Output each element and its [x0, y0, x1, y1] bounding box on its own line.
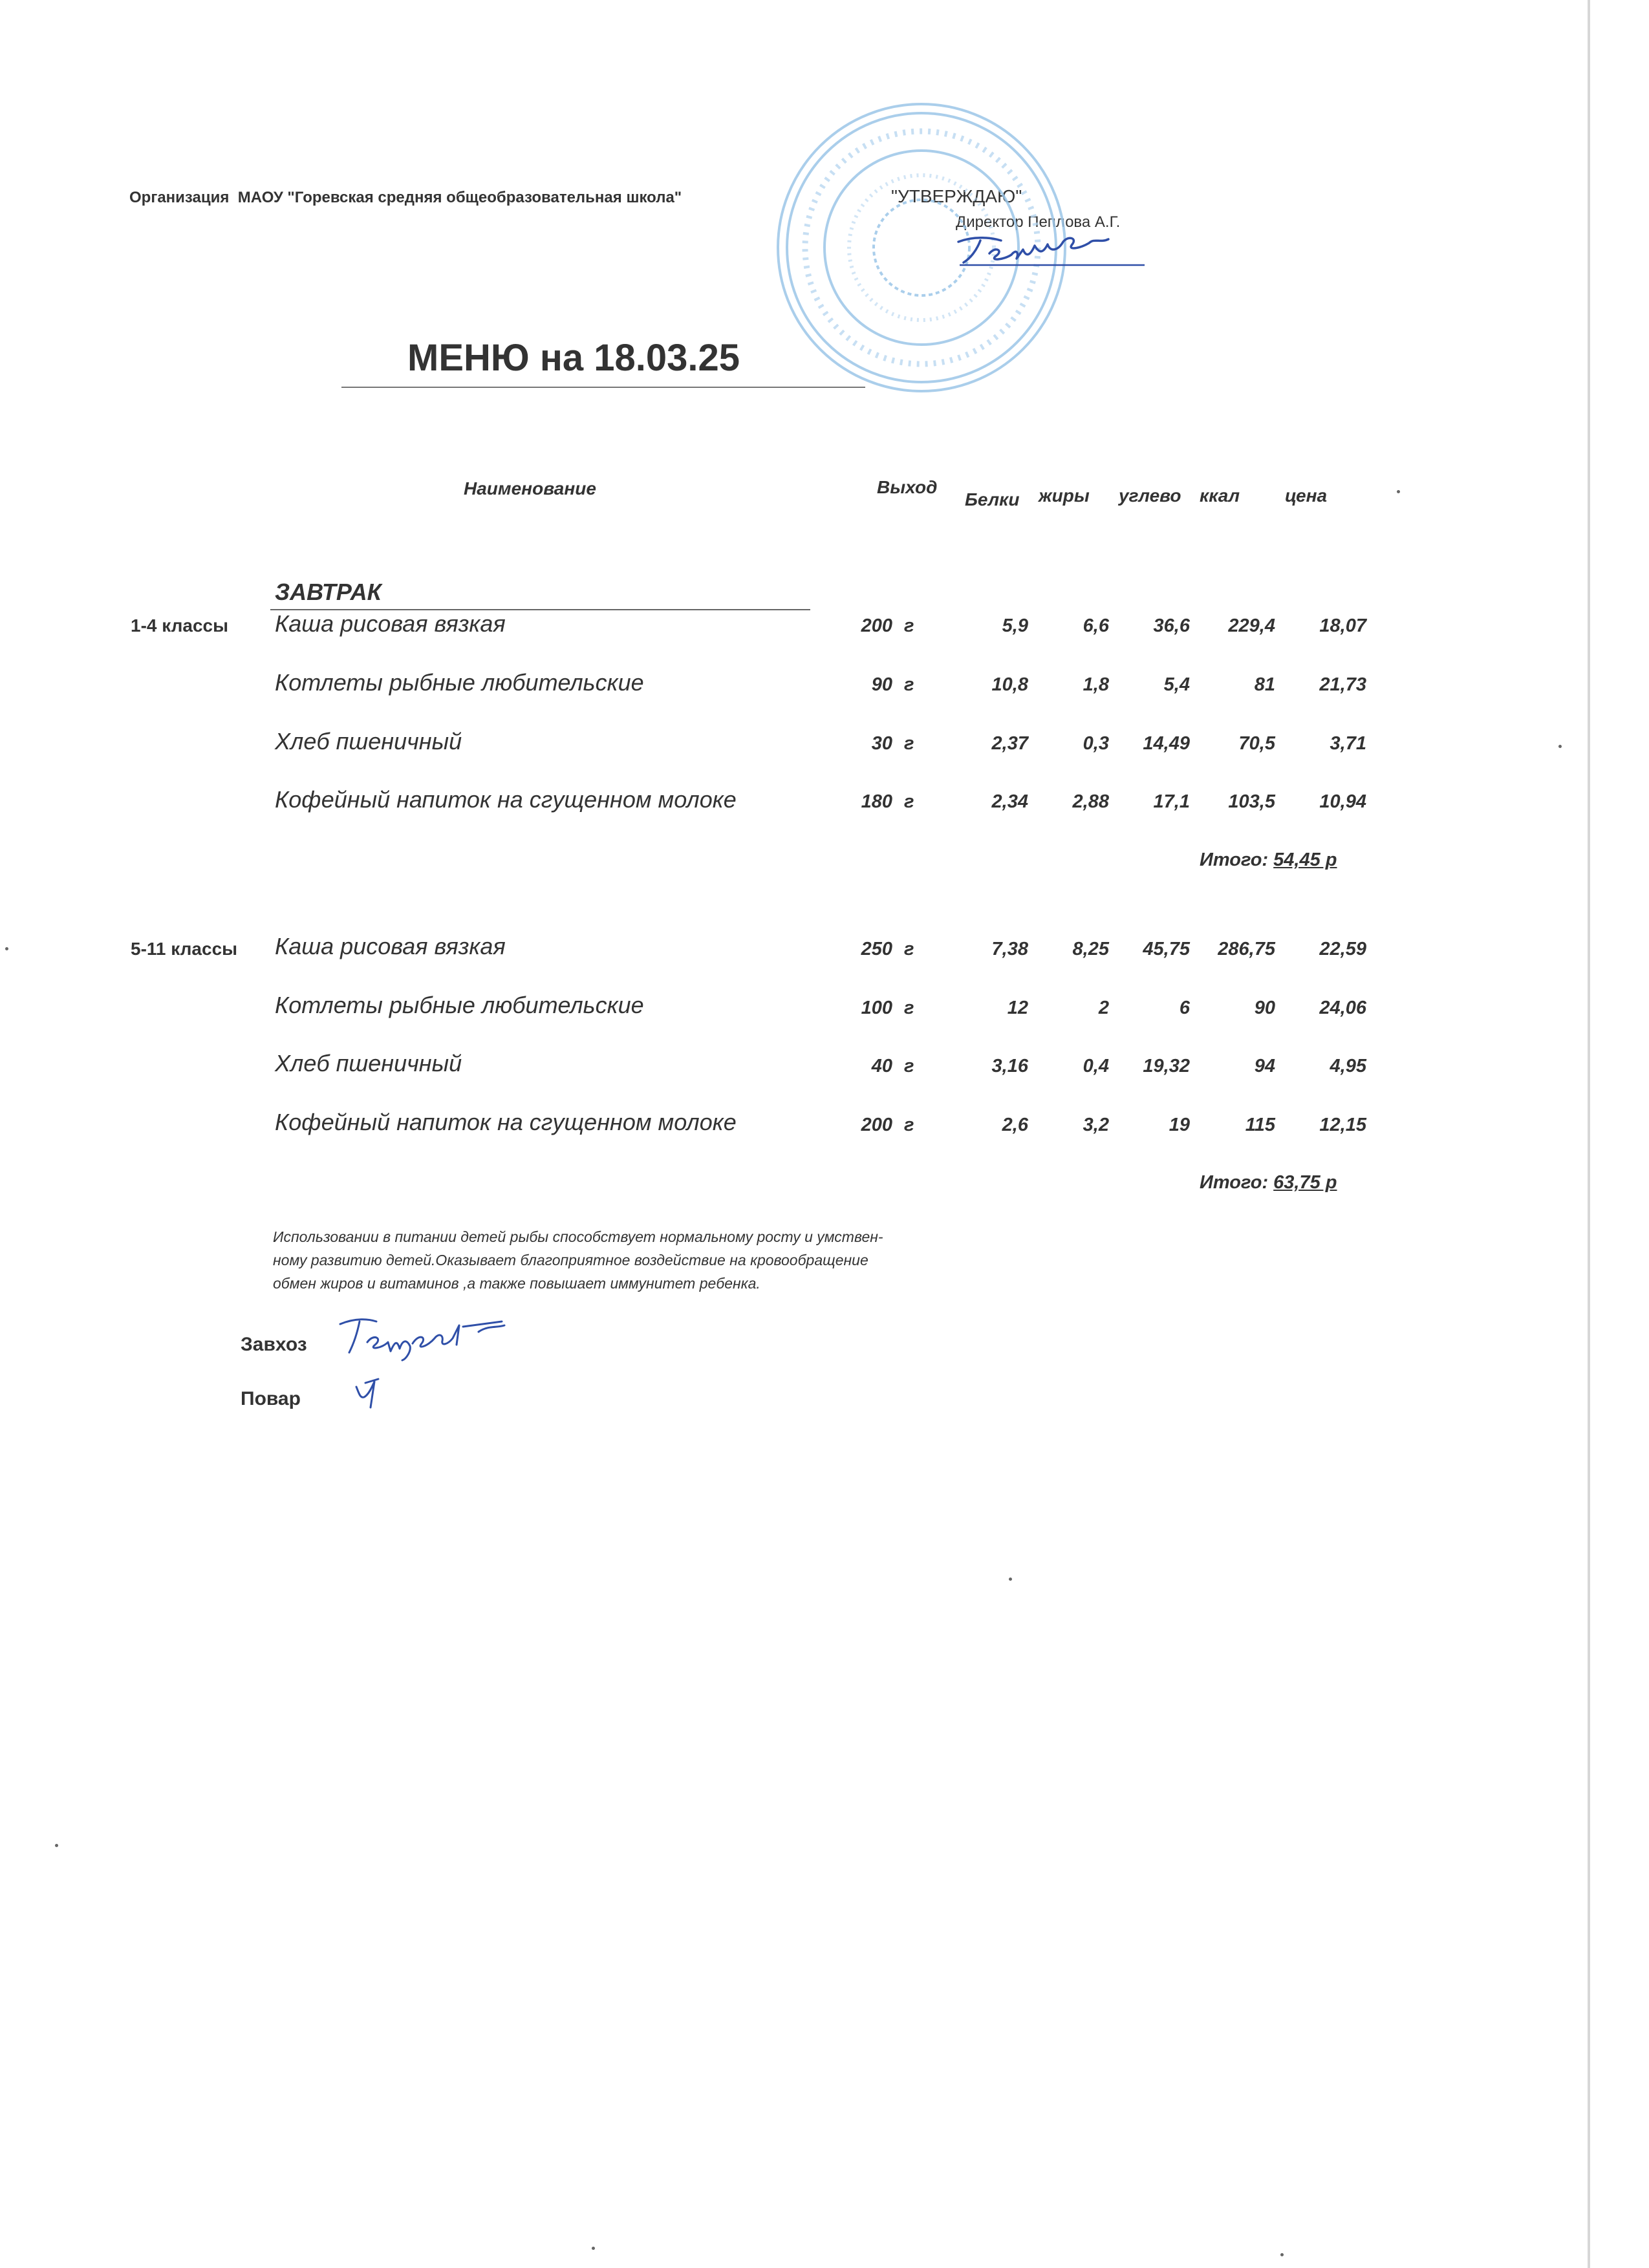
total-label: Итого:: [1200, 850, 1269, 870]
note-line: ному развитию детей.Оказывает благоприятное воздействие на кровообращение: [273, 1252, 868, 1268]
dish-kcal: 286,75: [1218, 939, 1275, 959]
dish-protein: 2,37: [991, 733, 1028, 754]
scan-speck: [5, 947, 8, 950]
dish-carbs: 14,49: [1143, 733, 1190, 754]
dish-amount: 90: [871, 674, 892, 695]
dish-fat: 6,6: [1083, 615, 1109, 636]
grade-label: 5-11 классы: [131, 939, 238, 959]
col-protein: Белки: [965, 489, 1020, 509]
col-carbs: углево: [1119, 486, 1181, 506]
dish-protein: 7,38: [991, 939, 1028, 959]
dish-protein: 12: [1007, 998, 1028, 1018]
dish-protein: 2,34: [991, 791, 1028, 812]
dish-kcal: 115: [1245, 1115, 1275, 1135]
scan-speck: [592, 2247, 595, 2250]
dish-carbs: 19,32: [1143, 1056, 1190, 1076]
dish-name: Кофейный напиток на сгущенном молоке: [275, 1109, 737, 1135]
scan-speck: [1397, 490, 1400, 493]
dish-name: Котлеты рыбные любительские: [275, 669, 644, 696]
col-fat: жиры: [1039, 486, 1090, 506]
dish-kcal: 103,5: [1228, 791, 1275, 812]
col-name: Наименование: [464, 478, 596, 498]
dish-amount: 180: [861, 791, 892, 812]
dish-kcal: 70,5: [1238, 733, 1275, 754]
dish-carbs: 17,1: [1153, 791, 1190, 812]
dish-price: 21,73: [1319, 674, 1366, 695]
dish-name: Кофейный напиток на сгущенном молоке: [275, 786, 737, 813]
grade-label: 1-4 классы: [131, 615, 229, 636]
dish-fat: 2: [1098, 998, 1109, 1018]
dish-name: Каша рисовая вязкая: [275, 933, 506, 959]
dish-price: 10,94: [1319, 791, 1366, 812]
dish-name: Котлеты рыбные любительские: [275, 992, 644, 1018]
dish-carbs: 6: [1179, 998, 1190, 1018]
approve-label: "УТВЕРЖДАЮ": [891, 186, 1022, 206]
dish-price: 18,07: [1319, 615, 1366, 636]
dish-protein: 10,8: [991, 674, 1028, 695]
org-label: Организация: [129, 189, 230, 206]
dish-kcal: 229,4: [1228, 615, 1275, 636]
dish-unit: г: [904, 674, 914, 695]
dish-carbs: 19: [1169, 1115, 1190, 1135]
dish-amount: 200: [861, 615, 892, 636]
cook-label: Повар: [241, 1388, 301, 1409]
dish-price: 12,15: [1319, 1115, 1366, 1135]
storekeeper-label: Завхоз: [241, 1334, 307, 1355]
dish-price: 24,06: [1319, 998, 1366, 1018]
dish-unit: г: [904, 998, 914, 1018]
dish-protein: 2,6: [1002, 1115, 1028, 1135]
note-line: Использовании в питании детей рыбы способствует нормальному росту и умствен-: [273, 1228, 883, 1245]
dish-price: 3,71: [1330, 733, 1366, 754]
cook-signature: [352, 1374, 404, 1413]
dish-name: Хлеб пшеничный: [275, 728, 462, 754]
dish-fat: 2,88: [1072, 791, 1109, 812]
dish-kcal: 81: [1254, 674, 1275, 695]
dish-fat: 0,4: [1083, 1056, 1109, 1076]
dish-unit: г: [904, 791, 914, 812]
organization-line: [129, 189, 682, 207]
dish-fat: 1,8: [1083, 674, 1109, 695]
dish-name: Каша рисовая вязкая: [275, 610, 506, 637]
col-output: Выход: [877, 477, 938, 497]
dish-kcal: 90: [1254, 998, 1275, 1018]
dish-name: Хлеб пшеничный: [275, 1050, 462, 1076]
title-underline: [341, 387, 865, 388]
dish-carbs: 5,4: [1163, 674, 1190, 695]
dish-unit: г: [904, 1056, 914, 1076]
dish-unit: г: [904, 615, 914, 636]
scan-speck: [1558, 745, 1562, 748]
dish-fat: 0,3: [1083, 733, 1109, 754]
dish-unit: г: [904, 1115, 914, 1135]
dish-amount: 200: [861, 1115, 892, 1135]
dish-protein: 3,16: [991, 1056, 1028, 1076]
dish-amount: 100: [861, 998, 892, 1018]
section-title: ЗАВТРАК: [275, 579, 382, 605]
dish-carbs: 45,75: [1143, 939, 1190, 959]
page-edge-shadow: [1588, 0, 1590, 2268]
group-total: [1200, 850, 1337, 871]
dish-protein: 5,9: [1002, 615, 1028, 636]
col-kcal: ккал: [1200, 486, 1240, 506]
scan-speck: [55, 1844, 58, 1847]
total-value: 63,75 р: [1273, 1172, 1337, 1193]
dish-fat: 8,25: [1072, 939, 1109, 959]
dish-unit: г: [904, 733, 914, 754]
scan-speck: [1280, 2253, 1284, 2256]
dish-carbs: 36,6: [1153, 615, 1190, 636]
dish-amount: 40: [871, 1056, 892, 1076]
page-title: МЕНЮ на 18.03.25: [407, 337, 740, 379]
scan-speck: [1009, 1578, 1012, 1581]
dish-unit: г: [904, 939, 914, 959]
group-total: [1200, 1172, 1337, 1193]
dish-fat: 3,2: [1083, 1115, 1109, 1135]
storekeeper-signature: [336, 1312, 517, 1364]
dish-price: 22,59: [1319, 939, 1366, 959]
note-line: обмен жиров и витаминов ,а также повышает иммунитет ребенка.: [273, 1275, 760, 1292]
org-name: МАОУ "Горевская средняя общеобразовательная школа": [237, 189, 682, 206]
dish-amount: 250: [861, 939, 892, 959]
dish-amount: 30: [871, 733, 892, 754]
dish-kcal: 94: [1254, 1056, 1275, 1076]
total-value: 54,45 р: [1273, 850, 1337, 870]
col-price: цена: [1285, 486, 1328, 506]
director-line: Директор Пеплова А.Г.: [956, 213, 1121, 231]
director-signature: [956, 233, 1147, 269]
dish-price: 4,95: [1330, 1056, 1366, 1076]
total-label: Итого:: [1200, 1172, 1269, 1193]
